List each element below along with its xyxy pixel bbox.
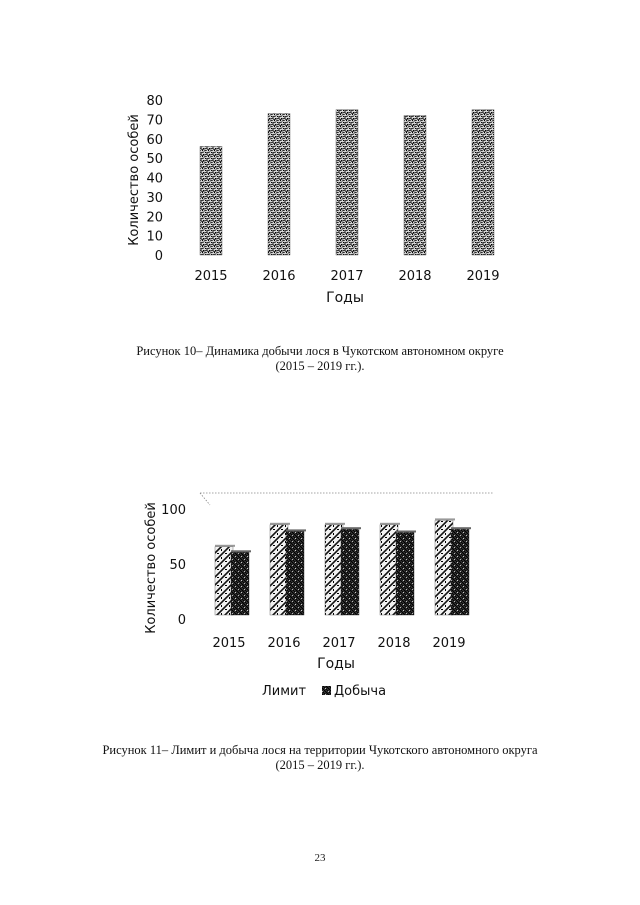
y-tick-label: 40: [146, 171, 163, 187]
bar-dobycha: [231, 552, 249, 615]
bar: [472, 110, 494, 255]
caption-line-1: Рисунок 10– Динамика добычи лося в Чукотском автономном округе: [136, 344, 504, 358]
bar-limit-top: [215, 545, 235, 547]
bar-limit: [270, 525, 288, 615]
figure-11-caption: [60, 743, 580, 773]
x-axis-label: Годы: [317, 656, 355, 672]
y-tick-label: 0: [154, 249, 163, 264]
bar: [336, 110, 358, 255]
gridline-diagonal: [200, 493, 210, 505]
y-tick-label: 50: [146, 152, 163, 168]
y-tick-label: 60: [146, 132, 163, 148]
legend-swatch-dobycha: [322, 686, 331, 695]
bar: [200, 147, 222, 256]
bar-dobycha-top: [231, 550, 251, 552]
y-tick-label: 0: [177, 613, 186, 628]
x-tick-label: 2016: [267, 636, 301, 651]
bar-limit-top: [325, 523, 345, 525]
bar-limit-top: [270, 523, 290, 525]
x-tick-label: 2017: [322, 636, 356, 651]
bar-limit-top: [435, 518, 455, 520]
caption-line-1: Рисунок 11– Лимит и добыча лося на территории Чукотского автономного округа: [102, 743, 538, 757]
y-tick-label: 30: [146, 190, 163, 206]
figure-11-chart: [0, 480, 640, 710]
x-tick-label: 2017: [330, 269, 364, 284]
y-tick-label: 20: [146, 210, 163, 226]
bar-dobycha-top: [286, 529, 306, 531]
y-tick-label: 10: [146, 229, 163, 245]
bar-limit: [435, 520, 453, 615]
x-tick-label: 2015: [212, 636, 246, 651]
bar-limit-top: [380, 523, 400, 525]
x-tick-label: 2019: [432, 636, 466, 651]
bar-dobycha: [341, 529, 359, 615]
y-tick-label: 100: [161, 503, 186, 518]
x-tick-label: 2016: [262, 269, 296, 284]
bar-limit: [215, 547, 233, 615]
y-tick-label: 50: [169, 558, 186, 573]
caption-line-2: (2015 – 2019 гг.).: [275, 758, 365, 772]
bar: [268, 114, 290, 255]
caption-line-2: (2015 – 2019 гг.).: [275, 359, 365, 373]
x-tick-label: 2015: [194, 269, 228, 284]
bar-limit: [325, 525, 343, 615]
bar-dobycha: [286, 531, 304, 615]
legend: [262, 684, 386, 699]
bar-dobycha: [451, 529, 469, 615]
x-axis-label: Годы: [326, 290, 364, 306]
x-tick-label: 2019: [466, 269, 500, 284]
bar-limit: [380, 525, 398, 615]
bar: [404, 116, 426, 256]
bar-dobycha-top: [396, 531, 416, 533]
bar-dobycha: [396, 533, 414, 616]
y-axis-label: Количество особей: [144, 502, 159, 634]
x-tick-label: 2018: [377, 636, 411, 651]
y-tick-label: 70: [146, 113, 163, 129]
bar-dobycha-top: [451, 527, 471, 529]
y-tick-label: 80: [146, 94, 163, 109]
bar-dobycha-top: [341, 527, 361, 529]
figure-10-caption: [60, 344, 580, 374]
y-axis-label: Количество особей: [127, 114, 142, 246]
x-tick-label: 2018: [398, 269, 432, 284]
page-number: 23: [314, 852, 326, 864]
legend-label-dobycha: Добыча: [334, 684, 387, 699]
legend-label-limit: Лимит: [262, 684, 307, 699]
